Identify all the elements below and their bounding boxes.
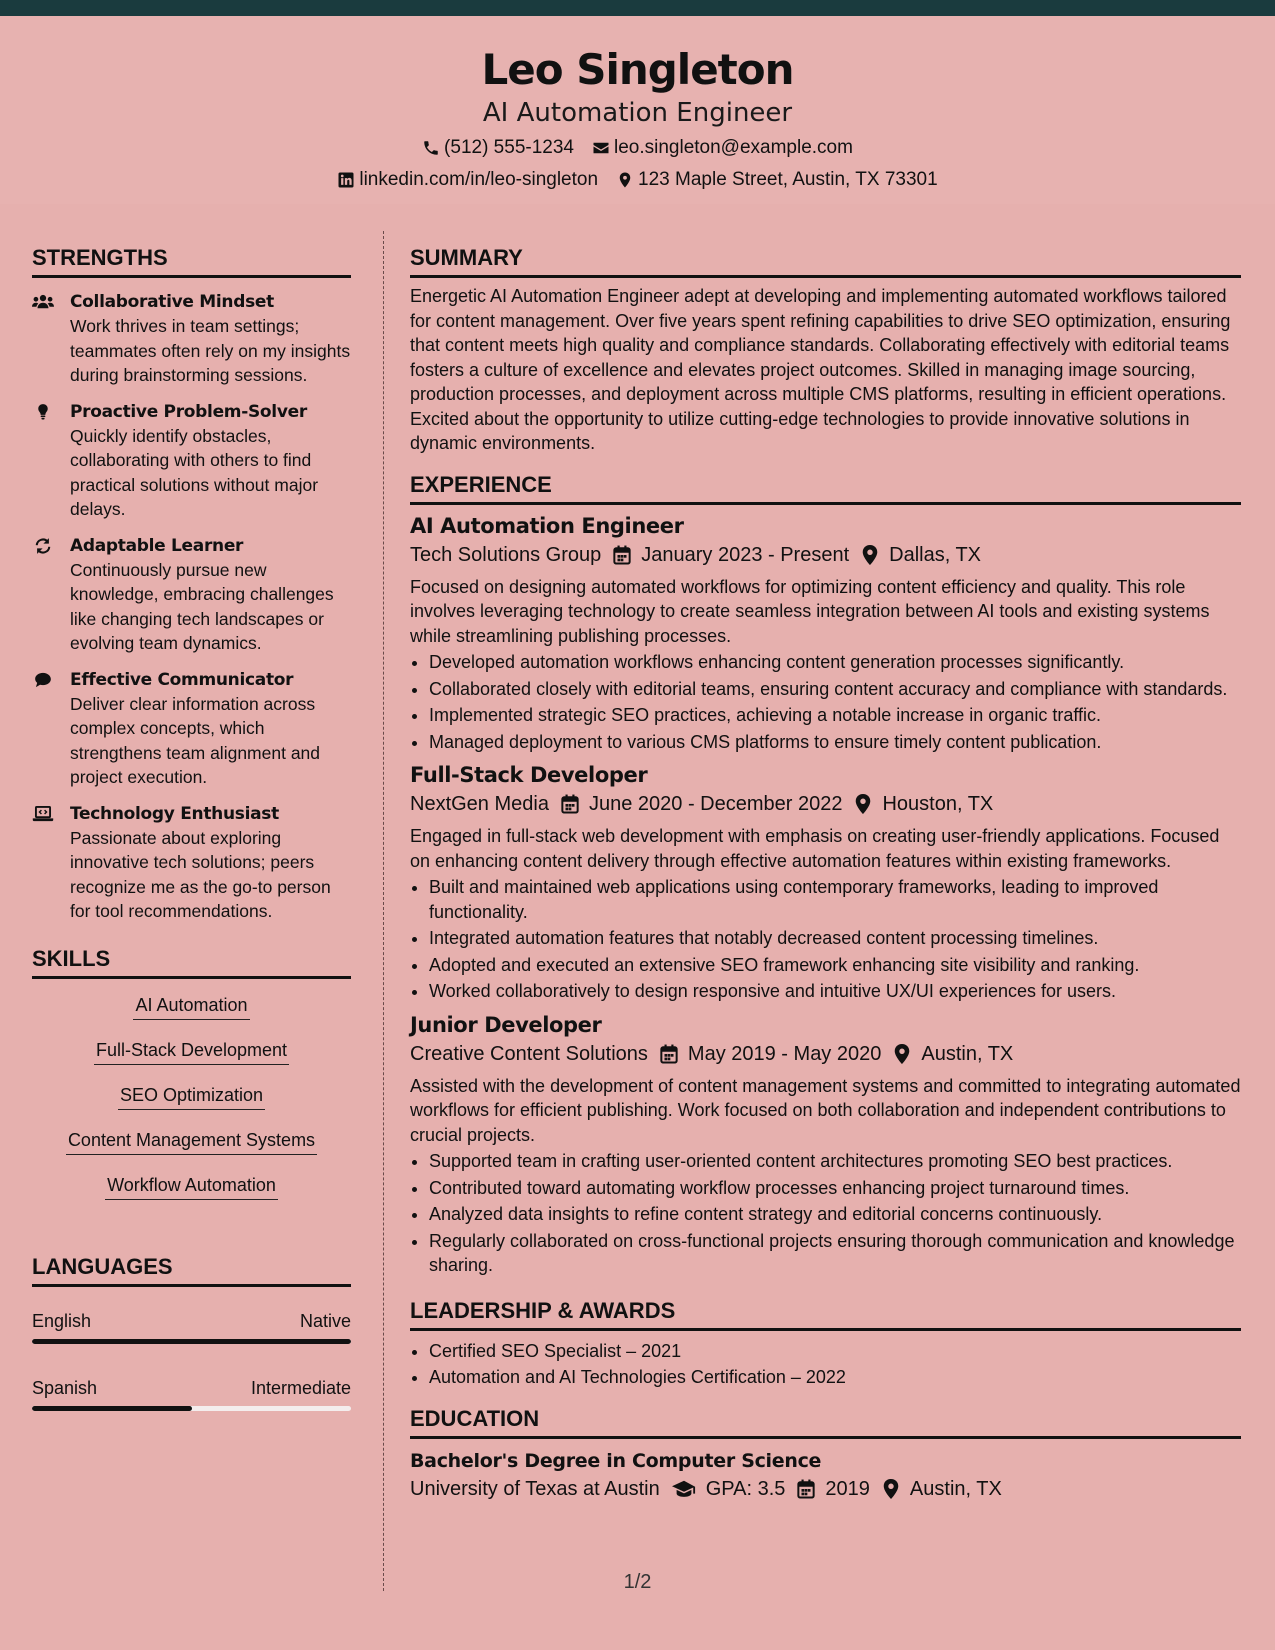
job-bullet: • Contributed toward automating workflow processes enhancing project turnaround times. — [429, 1176, 1241, 1201]
candidate-role: AI Automation Engineer — [482, 98, 793, 128]
job-title: Full-Stack Developer — [410, 763, 648, 787]
strength-item — [32, 400, 351, 522]
strength-title: Collaborative Mindset — [70, 292, 274, 312]
language-item — [32, 1309, 351, 1344]
job-entry — [410, 760, 1241, 1004]
strength-item — [32, 534, 351, 656]
job-bullet: • Developed automation workflows enhancing content generation processes significantly. — [429, 650, 1241, 675]
summary-text: Energetic AI Automation Engineer adept at developing and implementing automated workflows tailored for content management. Over five years spent refining capabilities to drive SEO optimization, ensuring that content meets high quality and compliance standards. Collaborating effectively with editorial teams fosters a culture of excellence and elevates project outcomes. Skilled in managing image sourcing, production processes, and deployment across multiple CMS platforms, resulting in efficient operations. Excited about the opportunity to utilize cutting-edge technologies to provide innovative solutions in dynamic environments. — [410, 286, 1231, 453]
sync-icon — [32, 534, 56, 656]
skill-item: Full-Stack Development — [32, 1038, 351, 1083]
awards-list — [410, 1339, 1241, 1390]
strength-title: Effective Communicator — [70, 669, 294, 690]
contact-row-1 — [0, 136, 1275, 160]
award-item: • Automation and AI Technologies Certification – 2022 — [429, 1365, 1241, 1390]
graduation-cap-icon — [672, 1479, 696, 1499]
strength-desc: Passionate about exploring innovative tech solutions; peers recognize me as the go-to person for tool recommendations. — [70, 827, 331, 921]
job-description: Engaged in full-stack web development with emphasis on creating user-friendly applications. Focused on enhancing content delivery through effective automation features within existing frameworks. — [410, 826, 1220, 871]
language-name: Spanish — [32, 1377, 98, 1398]
right-column — [410, 243, 1241, 1503]
job-bullet: • Analyzed data insights to refine content strategy and editorial concerns continuously. — [429, 1202, 1241, 1227]
job-dates: January 2023 - Present — [641, 543, 850, 566]
address-text: 123 Maple Street, Austin, TX 73301 — [638, 169, 938, 190]
contact-row-2 — [0, 168, 1275, 192]
job-bullet: • Worked collaboratively to design responsive and intuitive UX/UI experiences for users. — [429, 979, 1241, 1004]
strengths-section — [32, 243, 351, 924]
job-bullet: • Built and maintained web applications using contemporary frameworks, leading to improved functionality. — [429, 875, 1241, 924]
job-bullet: • Integrated automation features that notably decreased content processing timelines. — [429, 926, 1241, 951]
page-number: 1/2 — [623, 1571, 652, 1593]
awards-heading: LEADERSHIP & AWARDS — [410, 1296, 1241, 1331]
map-marker-icon — [882, 1479, 900, 1499]
graduation-year: 2019 — [825, 1477, 870, 1500]
job-description: Assisted with the development of content management systems and committed to integrating automated workflows for efficient publishing. Work focused on both collaboration and independent contributions to crucial projects. — [410, 1075, 1241, 1145]
left-column — [32, 243, 351, 1411]
calendar-icon — [613, 545, 631, 565]
job-dates: June 2020 - December 2022 — [588, 793, 843, 815]
laptop-code-icon — [32, 802, 56, 924]
language-proficiency-fill — [32, 1406, 192, 1411]
strengths-heading: STRENGTHS — [32, 243, 351, 278]
job-description: Focused on designing automated workflows for optimizing content efficiency and quality. This role involves leveraging technology to create seamless integration between AI tools and existing systems while streamlining publishing processes. — [410, 576, 1210, 646]
job-company: Tech Solutions Group — [410, 543, 602, 566]
map-marker-icon — [616, 171, 634, 189]
language-proficiency-bar — [32, 1339, 351, 1344]
users-icon — [32, 290, 56, 388]
job-meta — [410, 790, 1241, 818]
map-marker-icon — [854, 794, 872, 814]
job-meta — [410, 541, 1241, 569]
job-entry — [410, 1010, 1241, 1278]
comment-icon — [32, 668, 56, 790]
job-dates: May 2019 - May 2020 — [687, 1042, 882, 1065]
experience-section — [410, 470, 1241, 1278]
language-level: Native — [299, 1310, 351, 1331]
language-proficiency-bar — [32, 1406, 351, 1411]
job-company: Creative Content Solutions — [410, 1042, 648, 1065]
skill-item: Content Management Systems — [32, 1128, 351, 1173]
strength-desc: Work thrives in team settings; teammates often rely on my insights during brainstorming sessions. — [70, 316, 351, 385]
calendar-icon — [561, 794, 579, 814]
calendar-icon — [660, 1044, 678, 1064]
job-bullet: • Collaborated closely with editorial teams, ensuring content accuracy and compliance with standards. — [429, 677, 1241, 702]
strength-item — [32, 802, 351, 924]
awards-section — [410, 1296, 1241, 1390]
job-bullets — [410, 650, 1241, 754]
experience-heading: EXPERIENCE — [410, 470, 1241, 505]
job-location: Dallas, TX — [889, 543, 982, 566]
education-meta — [410, 1475, 1241, 1503]
map-marker-icon — [893, 1044, 911, 1064]
job-bullet: • Implemented strategic SEO practices, achieving a notable increase in organic traffic. — [429, 703, 1241, 728]
strength-desc: Deliver clear information across complex concepts, which strengthens team alignment and project execution. — [70, 693, 321, 787]
strength-desc: Continuously pursue new knowledge, embracing challenges like changing tech landscapes or evolving team dynamics. — [70, 559, 334, 653]
summary-heading: SUMMARY — [410, 243, 1241, 278]
languages-section — [32, 1252, 351, 1411]
column-divider — [383, 231, 384, 1591]
skill-item: Workflow Automation — [32, 1173, 351, 1218]
envelope-icon — [592, 139, 610, 157]
calendar-icon — [797, 1479, 815, 1499]
linkedin-icon — [337, 171, 355, 189]
strength-item — [32, 668, 351, 790]
email-text: leo.singleton@example.com — [613, 137, 853, 158]
resume-header — [0, 16, 1275, 204]
degree-title: Bachelor's Degree in Computer Science — [410, 1449, 822, 1472]
skills-section — [32, 944, 351, 1218]
award-item: • Certified SEO Specialist – 2021 — [429, 1339, 1241, 1364]
gpa-text: GPA: 3.5 — [705, 1477, 786, 1500]
phone-icon — [422, 139, 440, 157]
strength-item — [32, 290, 351, 388]
skill-item: SEO Optimization — [32, 1083, 351, 1128]
job-title: AI Automation Engineer — [410, 513, 684, 538]
top-accent-bar — [0, 0, 1275, 16]
education-heading: EDUCATION — [410, 1404, 1241, 1439]
map-marker-icon — [861, 545, 879, 565]
school-location: Austin, TX — [909, 1477, 1002, 1500]
candidate-name: Leo Singleton — [481, 45, 794, 94]
job-entry — [410, 511, 1241, 755]
lightbulb-icon — [32, 400, 56, 522]
strength-desc: Quickly identify obstacles, collaborating with others to find practical solutions without major delays. — [70, 425, 319, 519]
job-bullet: • Supported team in crafting user-oriented content architectures promoting SEO best practices. — [429, 1149, 1241, 1174]
skill-item: AI Automation — [32, 993, 351, 1038]
languages-heading: LANGUAGES — [32, 1252, 351, 1287]
linkedin-text: linkedin.com/in/leo-singleton — [359, 169, 599, 190]
phone-contact[interactable] — [422, 136, 574, 160]
job-location: Austin, TX — [921, 1042, 1014, 1065]
linkedin-contact[interactable] — [337, 168, 598, 192]
phone-text: (512) 555-1234 — [444, 137, 574, 158]
school-name: University of Texas at Austin — [410, 1477, 660, 1500]
job-bullets — [410, 875, 1241, 1004]
job-company: NextGen Media — [410, 793, 549, 815]
job-bullet: • Adopted and executed an extensive SEO framework enhancing site visibility and ranking. — [429, 953, 1241, 978]
language-item — [32, 1376, 351, 1411]
job-bullet: • Managed deployment to various CMS platforms to ensure timely content publication. — [429, 730, 1241, 755]
education-section — [410, 1404, 1241, 1503]
strength-title: Technology Enthusiast — [70, 803, 279, 824]
language-proficiency-fill — [32, 1339, 351, 1344]
strength-title: Proactive Problem-Solver — [70, 401, 307, 422]
job-bullets — [410, 1149, 1241, 1278]
job-location: Houston, TX — [882, 793, 994, 815]
skills-heading: SKILLS — [32, 944, 351, 979]
summary-section — [410, 243, 1241, 456]
language-level: Intermediate — [250, 1377, 351, 1398]
job-title: Junior Developer — [410, 1012, 602, 1037]
address-contact — [616, 168, 938, 192]
language-name: English — [32, 1310, 92, 1331]
job-meta — [410, 1040, 1241, 1068]
strength-title: Adaptable Learner — [70, 535, 244, 556]
job-bullet: • Regularly collaborated on cross-functional projects ensuring thorough communication and knowledge sharing. — [429, 1229, 1241, 1278]
email-contact[interactable] — [592, 136, 853, 160]
